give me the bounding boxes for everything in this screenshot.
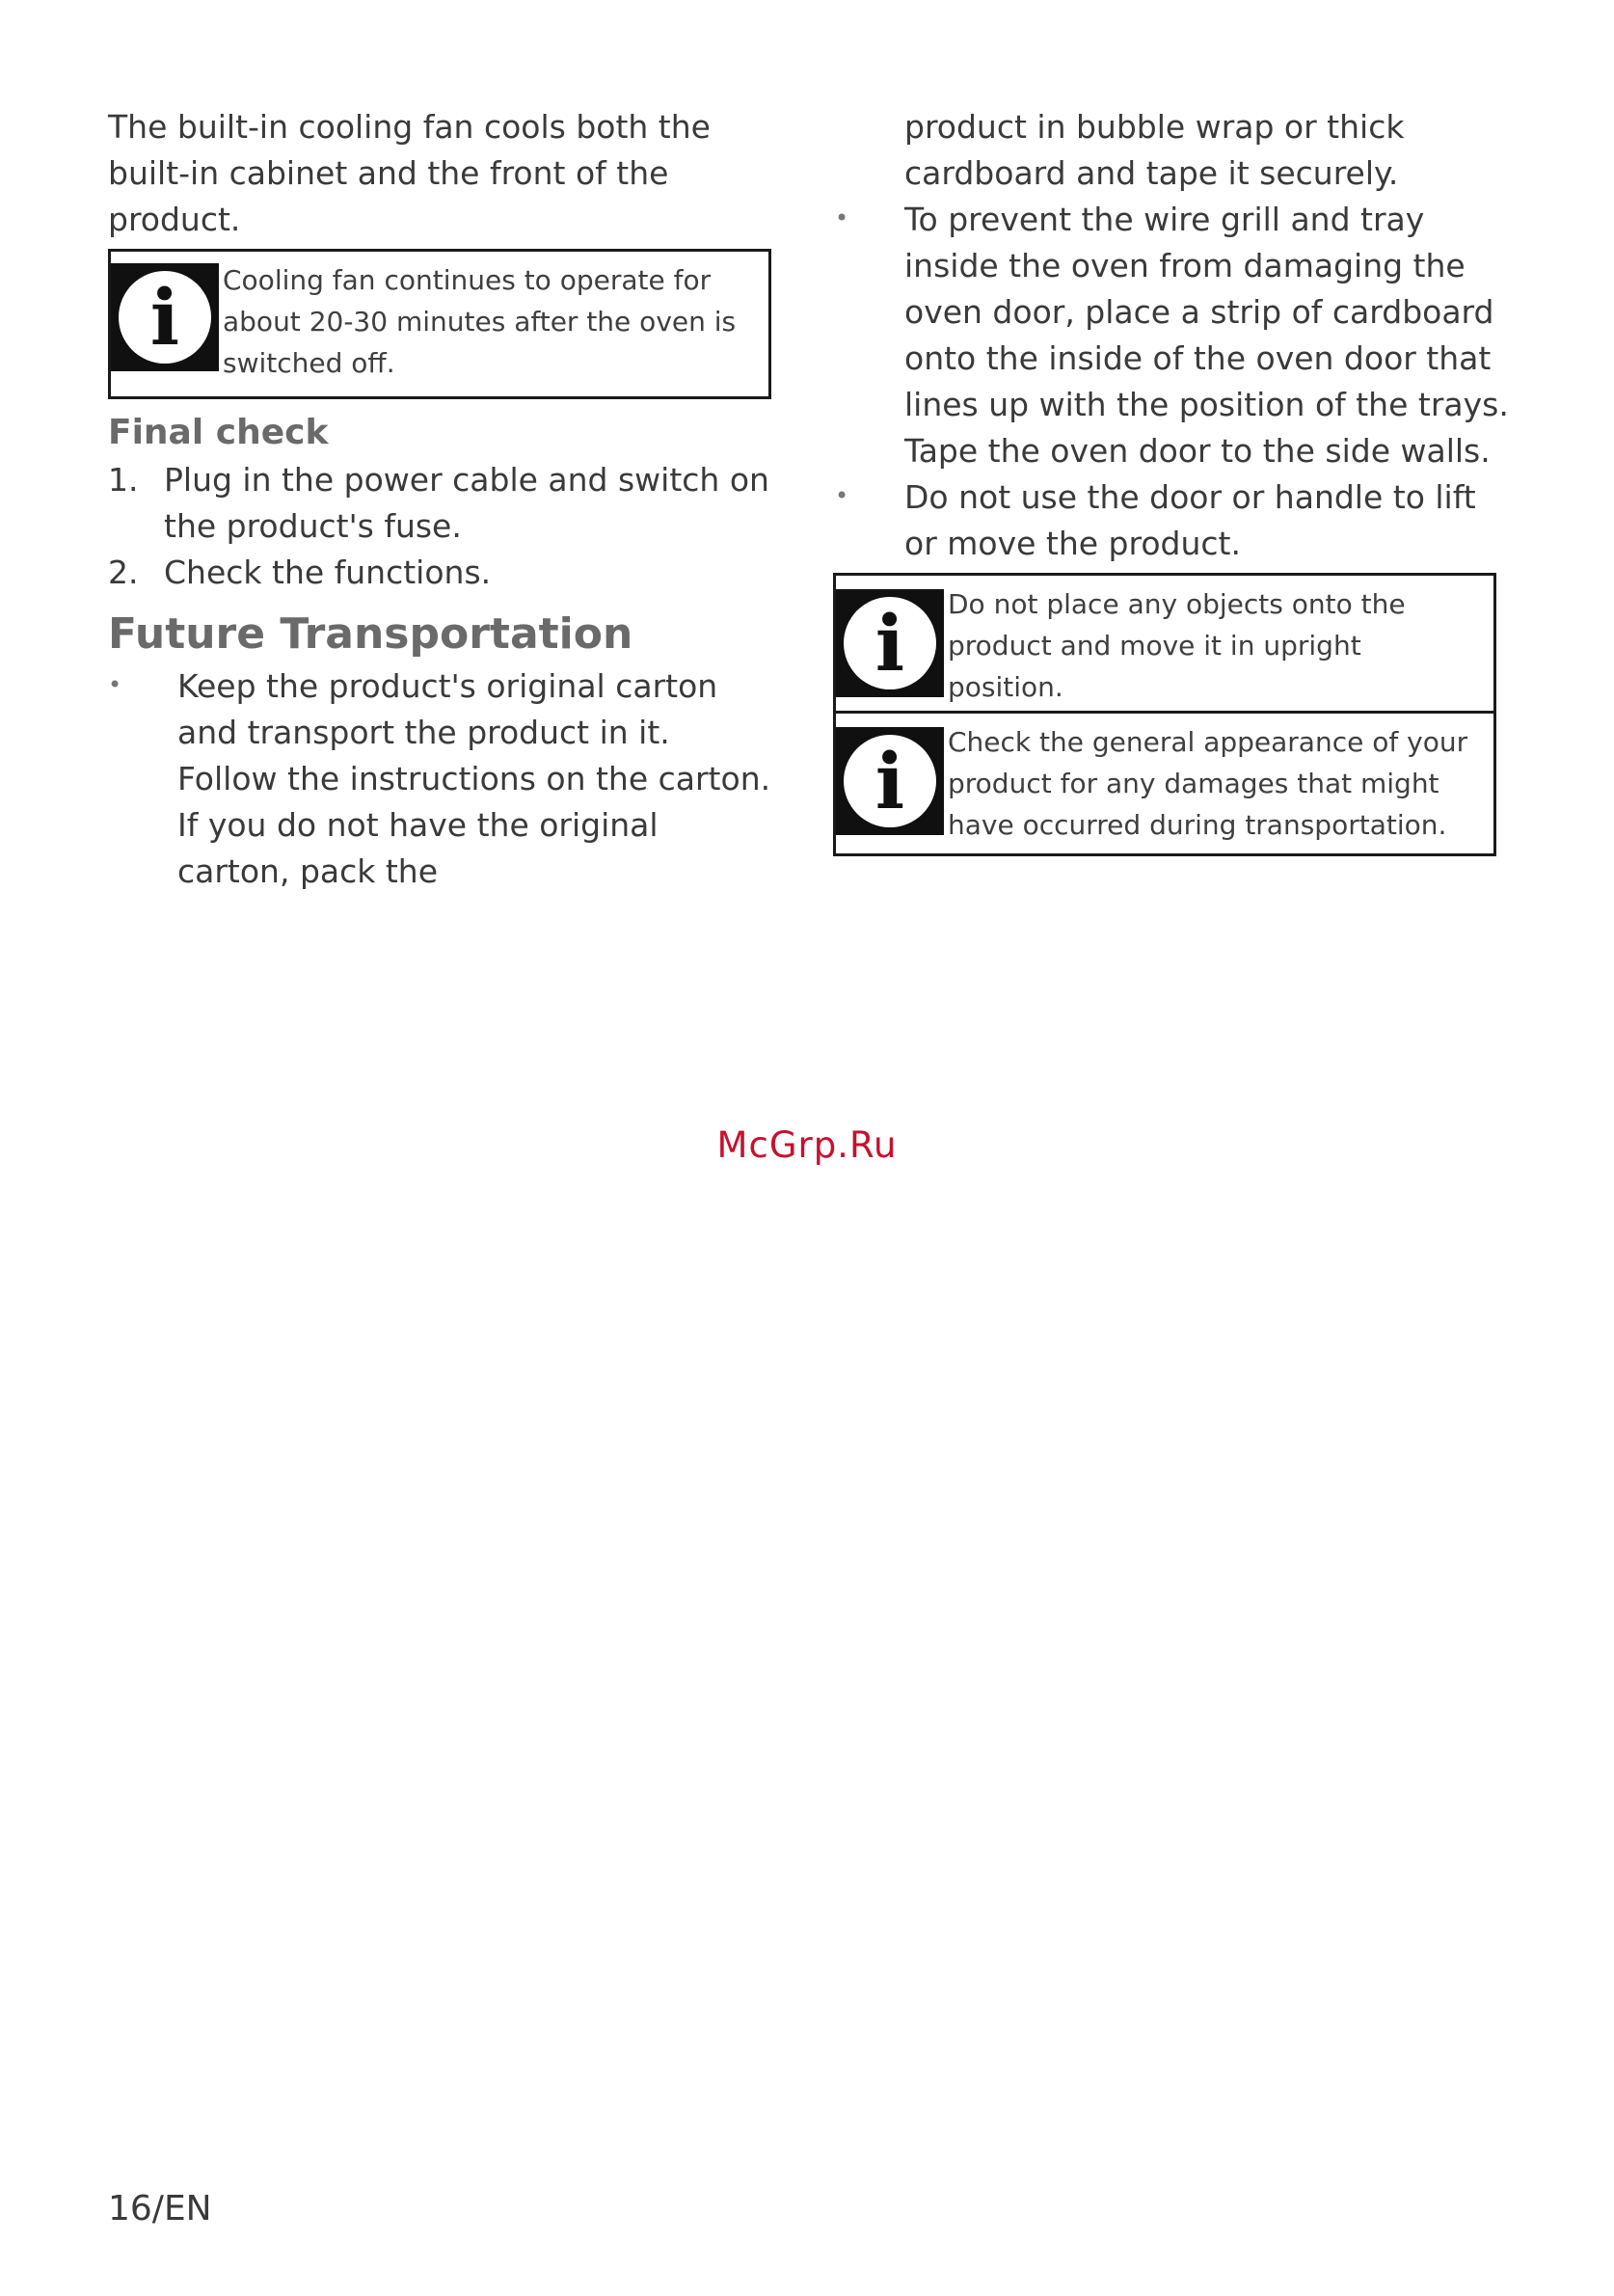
list-item (835, 197, 1514, 474)
bullet-icon: • (835, 204, 849, 231)
list-item (108, 550, 773, 596)
info-note-text: Cooling fan continues to operate for about 20-30 minutes after the oven is switched off. (223, 264, 737, 379)
info-icon: i (111, 263, 219, 371)
info-notes (833, 573, 1496, 856)
list-text: Check the functions. (164, 554, 492, 591)
list-item (835, 474, 1514, 567)
info-note-damage (836, 711, 1493, 853)
info-note-cooling-fan (108, 249, 771, 399)
watermark: McGrp.Ru (716, 1124, 898, 1166)
info-note-upright (836, 576, 1493, 711)
continued-text: product in bubble wrap or thick cardboard and tape it securely. (904, 108, 1405, 192)
info-icon: i (836, 727, 944, 835)
list-text: Plug in the power cable and switch on the product's fuse. (164, 461, 769, 545)
bullet-icon: • (108, 671, 122, 698)
intro-paragraph: The built-in cooling fan cools both the built-in cabinet and the front of the product. (108, 108, 711, 238)
list-text: To prevent the wire grill and tray inside the oven from damaging the oven door, place a strip of cardboard onto the inside of the oven door that lines up with the position of the trays. Tape the oven door to the side walls. (904, 201, 1509, 470)
final-check-list (108, 457, 773, 596)
list-item (108, 457, 773, 550)
list-item (108, 663, 773, 895)
info-icon: i (836, 589, 944, 697)
info-note-text: Check the general appearance of your product for any damages that might have occurred during transportation. (948, 726, 1468, 841)
list-text: Do not use the door or handle to lift or move the product. (904, 478, 1476, 562)
right-column (835, 104, 1514, 856)
page-number: 16/EN (108, 2189, 212, 2228)
list-text: Keep the product's original carton and transport the product in it. Follow the instructions on the carton. If you do not have the original carton, pack the (177, 667, 771, 890)
final-check-heading: Final check (108, 413, 329, 452)
list-number: 1. (108, 461, 139, 499)
future-transportation-heading: Future Transportation (108, 609, 633, 659)
info-note-text: Do not place any objects onto the product and move it in upright position. (948, 588, 1406, 703)
left-column (108, 104, 773, 895)
bullet-icon: • (835, 482, 849, 509)
list-number: 2. (108, 554, 139, 591)
